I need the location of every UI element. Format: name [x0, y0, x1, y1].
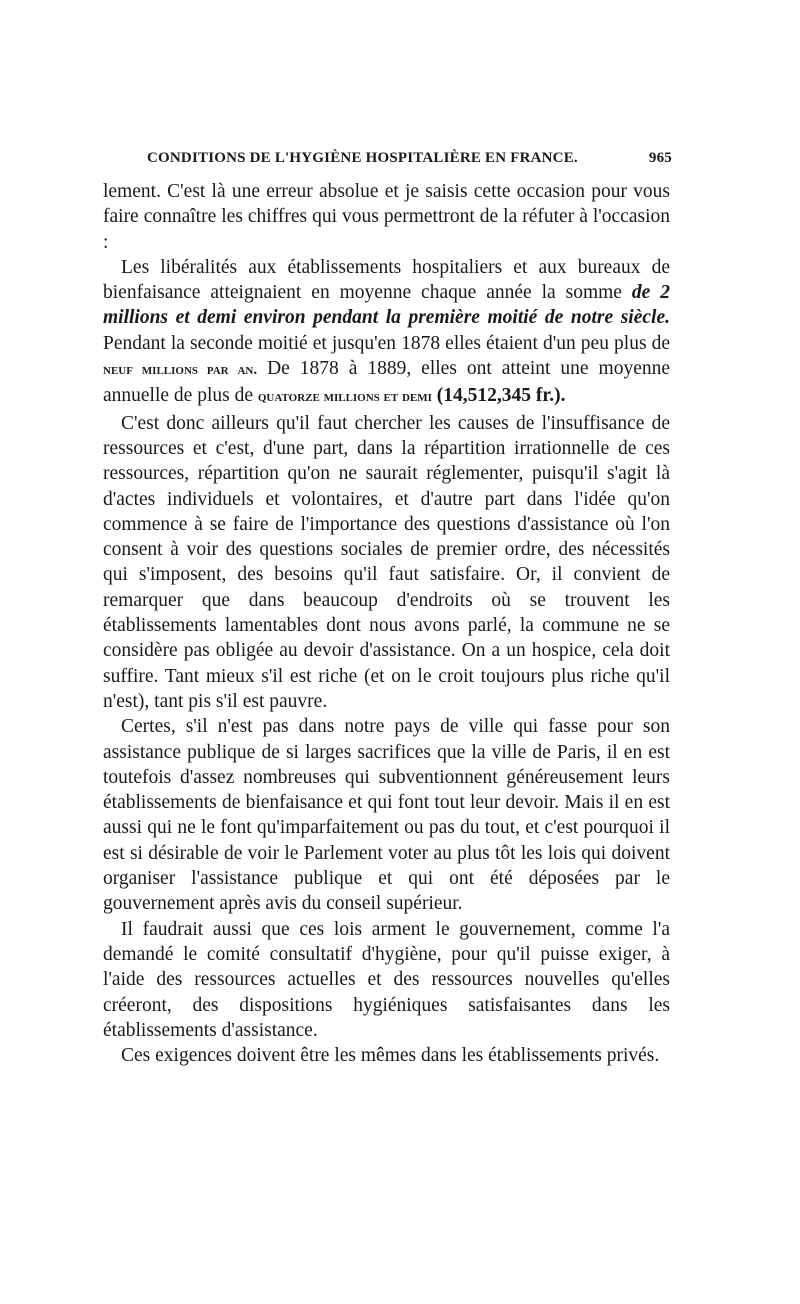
p2-text-a: Les libéralités aux établissements hospitaliers et aux bureaux de bienfaisance atteignaient en moyenne chaque année la somme	[103, 256, 670, 304]
paragraph-2	[103, 255, 670, 411]
p2-text-b: Pendant la seconde moitié et jusqu'en 1878 elles étaient d'un peu plus de	[103, 332, 670, 354]
p2-smallcaps-fourteen-millions: quatorze millions et demi	[257, 389, 432, 406]
p2-text-c: De 1878 à 1889, elles ont atteint une moyenne annuelle de plus de	[103, 358, 671, 407]
page-number: 965	[648, 150, 672, 166]
header-title: CONDITIONS DE L'HYGIÈNE HOSPITALIÈRE EN FRANCE.	[147, 150, 578, 166]
paragraph-5: Il faudrait aussi que ces lois arment le gouvernement, comme l'a demandé le comité consultatif d'hygiène, pour qu'il puisse exiger, à l'aide des ressources actuelles et des ressources nouvelles qu'elles créeront, des dispositions hygiéniques satisfaisantes dans les établissements d'assistance.	[103, 918, 670, 1041]
body-text	[103, 179, 670, 1068]
running-header	[147, 150, 672, 174]
p2-italic-amount: de 2 millions et demi environ pendant la première moitié de notre siècle.	[103, 282, 671, 329]
p2-smallcaps-nine-millions: neuf millions par an.	[103, 362, 258, 379]
paragraph-1: lement. C'est là une erreur absolue et je saisis cette occasion pour vous faire connaître les chiffres qui vous permettront de la réfuter à l'occasion :	[103, 181, 670, 253]
paragraph-3: C'est donc ailleurs qu'il faut chercher les causes de l'insuffisance de ressources et c'est, d'une part, dans la répartition irrationnelle de ces ressources, répartition qu'on ne saurait réglementer, puisqu'il s'agit là d'actes individuels et volontaires, et d'autre part dans l'idée qu'on commence à se faire de l'importance des questions d'assistance où l'on consent à voir des questions sociales de premier ordre, des nécessités qui s'imposent, des besoins qu'il faut satisfaire. Or, il convient de remarquer que dans beaucoup d'endroits où se trouvent les établissements lamentables dont nous avons parlé, la commune ne se considère pas obligée au devoir d'assistance. On a un hospice, cela doit suffire. Tant mieux s'il est riche (et on le croit toujours plus riche qu'il n'est), tant pis s'il est pauvre.	[103, 412, 670, 712]
paragraph-6: Ces exigences doivent être les mêmes dans les établissements privés.	[121, 1045, 660, 1067]
p2-text-d: (14,512,345 fr.).	[436, 385, 566, 407]
paragraph-4: Certes, s'il n'est pas dans notre pays de ville qui fasse pour son assistance publique de si larges sacrifices que la ville de Paris, il en est toutefois d'assez nombreuses qui subventionnent généreusement leurs établissements de bienfaisance et qui font tout leur devoir. Mais il en est aussi qui ne le font qu'imparfaitement ou pas du tout, et c'est pourquoi il est si désirable de voir le Parlement voter au plus tôt les lois qui doivent organiser l'assistance publique et qui ont été déposées par le gouvernement après avis du conseil supérieur.	[103, 716, 670, 915]
